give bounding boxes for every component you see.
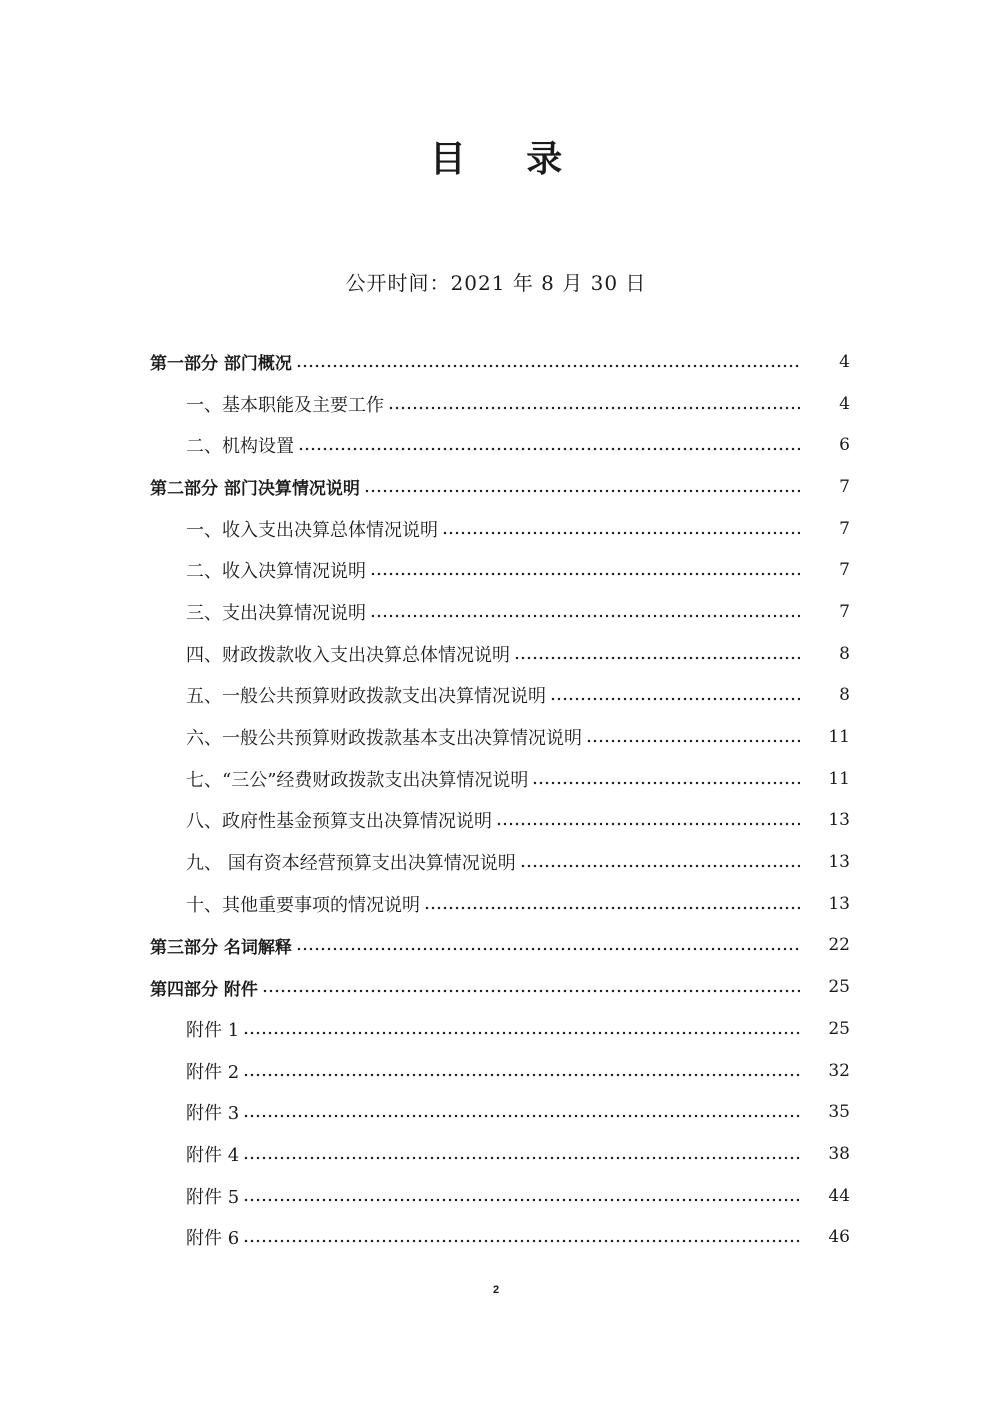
- toc-dot-leader: [532, 769, 800, 789]
- toc-entry-label: 四、财政拨款收入支出决算总体情况说明: [186, 644, 510, 666]
- toc-dot-leader: [296, 935, 800, 955]
- toc-dot-leader: [243, 1227, 800, 1247]
- toc-entry-label: 三、支出决算情况说明: [186, 602, 366, 624]
- toc-subsection-entry[interactable]: [150, 1175, 850, 1217]
- toc-dot-leader: [370, 602, 800, 622]
- toc-entry-page-number: 8: [839, 643, 850, 664]
- page-number: 2: [492, 1284, 500, 1296]
- toc-dot-leader: [520, 852, 800, 872]
- toc-dot-leader: [370, 560, 800, 580]
- toc-dot-leader: [514, 644, 800, 664]
- toc-dot-leader: [442, 519, 800, 539]
- toc-dot-leader: [243, 1061, 800, 1081]
- toc-entry-label: 第一部分 部门概况: [150, 354, 292, 375]
- toc-entry-page-number: 11: [828, 727, 850, 748]
- toc-entry-label: 第四部分 附件: [150, 979, 258, 1000]
- toc-entry-page-number: 7: [839, 601, 850, 622]
- toc-dot-leader: [298, 435, 800, 455]
- toc-entry-page-number: 11: [828, 768, 850, 789]
- toc-entry-page-number: 44: [828, 1185, 850, 1206]
- toc-entry-page-number: 25: [828, 1018, 850, 1039]
- toc-dot-leader: [262, 977, 800, 997]
- toc-entry-label: 附件 4: [186, 1144, 240, 1166]
- toc-entry-page-number: 13: [828, 810, 850, 831]
- toc-subsection-entry[interactable]: [150, 424, 850, 466]
- toc-dot-leader: [388, 394, 800, 414]
- toc-dot-leader: [496, 810, 800, 830]
- toc-entry-page-number: 13: [828, 852, 850, 873]
- document-title: 目 录: [429, 139, 587, 180]
- toc-dot-leader: [296, 352, 800, 372]
- toc-dot-leader: [586, 727, 800, 747]
- toc-entry-label: 附件 1: [186, 1019, 240, 1041]
- toc-entry-page-number: 7: [839, 560, 850, 581]
- toc-entry-label: 五、一般公共预算财政拨款支出决算情况说明: [186, 686, 546, 708]
- toc-entry-label: 二、机构设置: [186, 436, 294, 458]
- toc-entry-label: 六、一般公共预算财政拨款基本支出决算情况说明: [186, 728, 582, 750]
- toc-subsection-entry[interactable]: [150, 1008, 850, 1050]
- toc-entry-label: 七、“三公”经费财政拨款支出决算情况说明: [186, 769, 529, 791]
- toc-entry-page-number: 22: [828, 935, 850, 956]
- toc-entry-page-number: 35: [828, 1102, 850, 1123]
- toc-dot-leader: [243, 1102, 800, 1122]
- toc-entry-label: 附件 2: [186, 1061, 240, 1083]
- toc-entry-label: 第三部分 名词解释: [150, 937, 292, 958]
- toc-dot-leader: [243, 1019, 800, 1039]
- toc-section-entry[interactable]: [150, 341, 850, 383]
- toc-dot-leader: [550, 685, 800, 705]
- toc-entry-label: 附件 6: [186, 1228, 240, 1250]
- toc-entry-label: 八、政府性基金预算支出决算情况说明: [186, 811, 492, 833]
- toc-entry-label: 附件 3: [186, 1103, 240, 1125]
- toc-subsection-entry[interactable]: [150, 758, 850, 800]
- toc-section-entry[interactable]: [150, 466, 850, 508]
- toc-entry-page-number: 6: [839, 435, 850, 456]
- toc-entry-label: 一、收入支出决算总体情况说明: [186, 519, 438, 541]
- toc-section-entry[interactable]: [150, 966, 850, 1008]
- toc-subsection-entry[interactable]: [150, 1091, 850, 1133]
- toc-subsection-entry[interactable]: [150, 800, 850, 842]
- toc-subsection-entry[interactable]: [150, 383, 850, 425]
- toc-entry-label: 第二部分 部门决算情况说明: [150, 479, 360, 500]
- toc-entry-page-number: 4: [839, 351, 850, 372]
- toc-section-entry[interactable]: [150, 925, 850, 967]
- publish-date: 公开时间：2021 年 8 月 30 日: [345, 271, 647, 295]
- toc-subsection-entry[interactable]: [150, 1050, 850, 1092]
- toc-dot-leader: [364, 477, 800, 497]
- toc-entry-page-number: 32: [828, 1060, 850, 1081]
- toc-entry-label: 九、 国有资本经营预算支出决算情况说明: [186, 853, 516, 875]
- toc-subsection-entry[interactable]: [150, 1216, 850, 1258]
- toc-entry-page-number: 13: [828, 893, 850, 914]
- toc-entry-label: 附件 5: [186, 1186, 240, 1208]
- toc-subsection-entry[interactable]: [150, 508, 850, 550]
- toc-entry-page-number: 46: [828, 1227, 850, 1248]
- toc-subsection-entry[interactable]: [150, 841, 850, 883]
- toc-subsection-entry[interactable]: [150, 633, 850, 675]
- toc-dot-leader: [243, 1144, 800, 1164]
- toc-dot-leader: [424, 894, 800, 914]
- toc-dot-leader: [243, 1186, 800, 1206]
- table-of-contents: [150, 341, 850, 1258]
- toc-entry-page-number: 8: [839, 685, 850, 706]
- toc-entry-label: 二、收入决算情况说明: [186, 561, 366, 583]
- toc-entry-page-number: 4: [839, 393, 850, 414]
- toc-entry-page-number: 38: [828, 1143, 850, 1164]
- toc-entry-page-number: 7: [839, 518, 850, 539]
- toc-entry-label: 十、其他重要事项的情况说明: [186, 894, 420, 916]
- toc-entry-label: 一、基本职能及主要工作: [186, 394, 384, 416]
- toc-entry-page-number: 25: [828, 977, 850, 998]
- toc-subsection-entry[interactable]: [150, 883, 850, 925]
- toc-subsection-entry[interactable]: [150, 675, 850, 717]
- toc-subsection-entry[interactable]: [150, 716, 850, 758]
- toc-subsection-entry[interactable]: [150, 1133, 850, 1175]
- toc-subsection-entry[interactable]: [150, 549, 850, 591]
- toc-entry-page-number: 7: [839, 476, 850, 497]
- toc-subsection-entry[interactable]: [150, 591, 850, 633]
